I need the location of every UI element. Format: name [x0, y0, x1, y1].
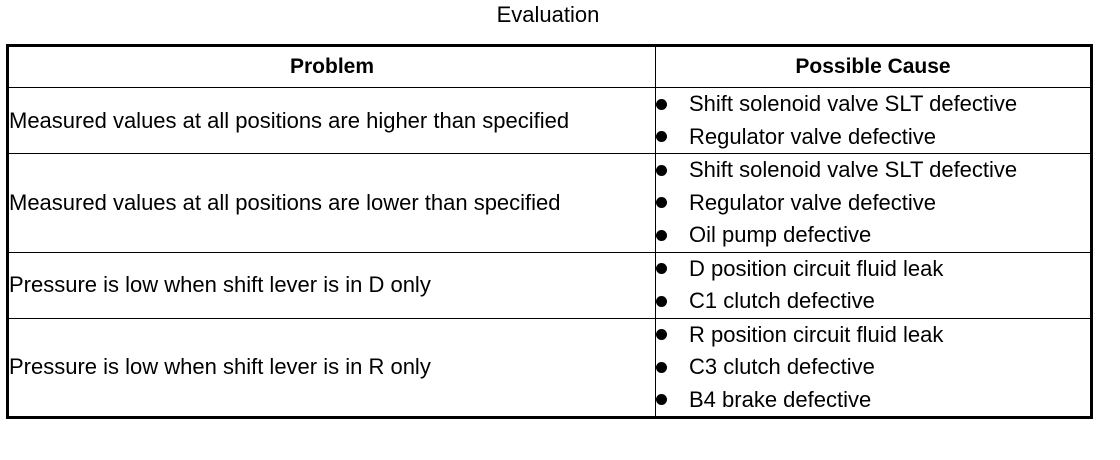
- cause-text: B4 brake defective: [689, 386, 872, 412]
- problem-cell: Measured values at all positions are lower than specified: [8, 154, 656, 253]
- table-row: [8, 252, 1092, 318]
- page-title: Evaluation: [496, 2, 600, 27]
- cause-item: [656, 285, 1090, 318]
- bullet-icon: [656, 230, 667, 241]
- cause-list: [656, 154, 1090, 252]
- bullet-icon: [656, 99, 667, 110]
- cause-text: R position circuit fluid leak: [689, 321, 944, 347]
- cause-text: D position circuit fluid leak: [689, 255, 944, 281]
- cause-text: C3 clutch defective: [689, 354, 875, 379]
- problem-column-header: Problem: [8, 46, 656, 88]
- cause-item: [656, 219, 1090, 252]
- cause-cell: [656, 88, 1092, 154]
- bullet-icon: [656, 165, 667, 176]
- problem-cell: Measured values at all positions are higher than specified: [8, 88, 656, 154]
- cause-list: [656, 88, 1090, 153]
- cause-list: [656, 319, 1090, 417]
- bullet-icon: [656, 362, 667, 373]
- bullet-icon: [656, 197, 667, 208]
- cause-text: Shift solenoid valve SLT defective: [689, 91, 1018, 116]
- cause-item: [656, 351, 1090, 384]
- cause-text: Oil pump defective: [689, 222, 872, 247]
- cause-cell: [656, 154, 1092, 253]
- table-row: [8, 318, 1092, 418]
- cause-list: [656, 253, 1090, 318]
- cause-item: [656, 253, 1090, 286]
- table-header-row: [8, 46, 1092, 88]
- cause-item: [656, 121, 1090, 154]
- bullet-icon: [656, 263, 667, 274]
- cause-text: C1 clutch defective: [689, 288, 875, 313]
- cause-item: [656, 384, 1090, 417]
- cause-cell: [656, 252, 1092, 318]
- cause-item: [656, 187, 1090, 220]
- possible-cause-column-header: Possible Cause: [656, 46, 1092, 88]
- bullet-icon: [656, 329, 667, 340]
- cause-text: Regulator valve defective: [689, 123, 937, 149]
- cause-text: Shift solenoid valve SLT defective: [689, 157, 1018, 182]
- bullet-icon: [656, 131, 667, 142]
- evaluation-table: [6, 44, 1093, 419]
- table-row: [8, 88, 1092, 154]
- problem-cell: Pressure is low when shift lever is in D only: [8, 252, 656, 318]
- cause-item: [656, 154, 1090, 187]
- problem-cell: Pressure is low when shift lever is in R only: [8, 318, 656, 418]
- cause-item: [656, 319, 1090, 352]
- cause-cell: [656, 318, 1092, 418]
- bullet-icon: [656, 296, 667, 307]
- cause-text: Regulator valve defective: [689, 189, 937, 215]
- cause-item: [656, 88, 1090, 121]
- table-row: [8, 154, 1092, 253]
- bullet-icon: [656, 394, 667, 405]
